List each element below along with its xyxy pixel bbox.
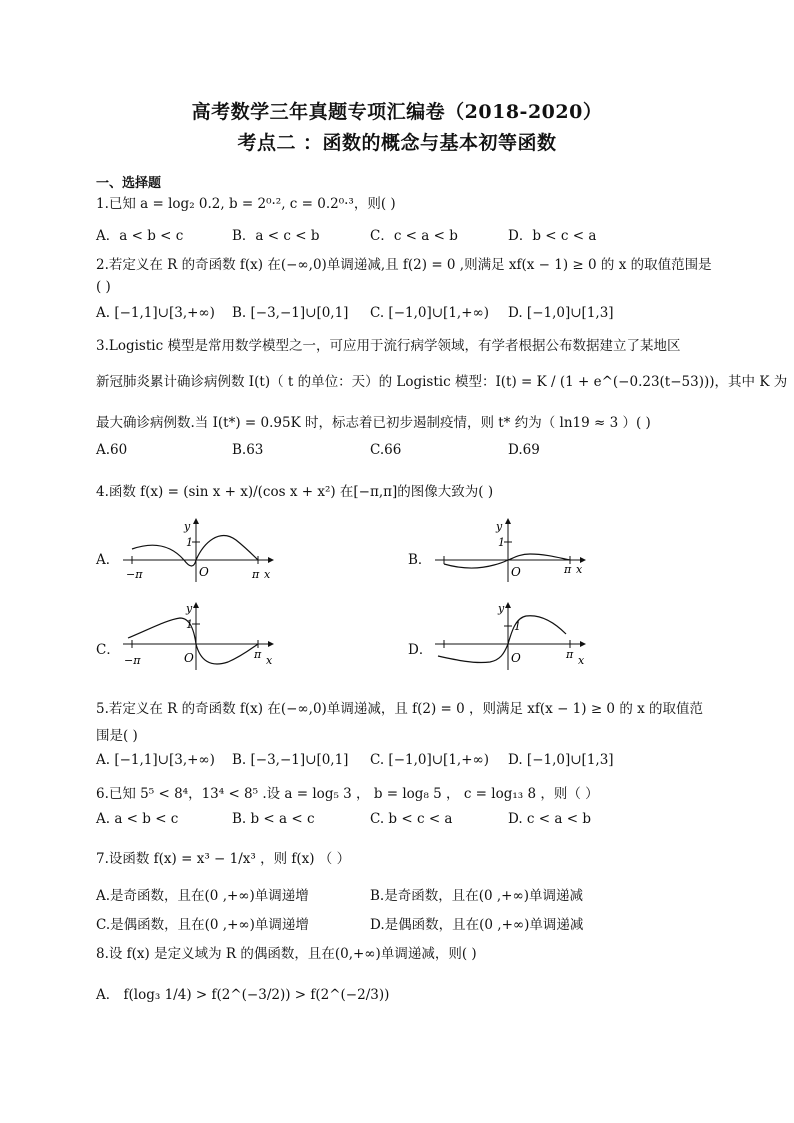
question-2-stem: 2.若定义在 R 的奇函数 f(x) 在(−∞,0)单调递减,且 f(2) = 0 ,则满足 xf(x − 1) ≥ 0 的 x 的取值范围是 xyxy=(96,257,712,273)
q3-option-a[interactable]: A.60 xyxy=(96,442,128,458)
q6-option-c[interactable]: C. b < c < a xyxy=(370,811,453,827)
question-2-stem-cont: ( ) xyxy=(96,279,111,295)
question-5-stem: 5.若定义在 R 的奇函数 f(x) 在(−∞,0)单调递减，且 f(2) = 0 ，则满足 xf(x − 1) ≥ 0 的 x 的取值范 xyxy=(96,701,704,717)
q4-graph-label-a[interactable]: A． xyxy=(96,552,120,568)
q7-option-c[interactable]: C.是偶函数，且在(0 ,+∞)单调递增 xyxy=(96,917,309,933)
graph-b-origin-label: O xyxy=(511,565,521,579)
graph-c-pi-label: π xyxy=(254,648,262,661)
question-3-stem-cont: 新冠肺炎累计确诊病例数 I(t)（ t 的单位：天）的 Logistic 模型：I(t) = K / (1 + e^(−0.23(t−53)))，其中 K 为 xyxy=(96,374,788,390)
graph-b-x-label: x xyxy=(576,563,583,576)
q2-option-a[interactable]: A. [−1,1]∪[3,+∞) xyxy=(96,305,215,321)
graph-c-negpi-label: −π xyxy=(124,654,141,667)
q6-option-a[interactable]: A. a < b < c xyxy=(96,811,179,827)
graph-b-one-label: 1 xyxy=(498,536,505,549)
graph-b-pi-label: π xyxy=(564,563,572,576)
question-6-stem: 6.已知 5⁵ < 8⁴，13⁴ < 8⁵ .设 a = log₅ 3 ， b = log₈ 5 ， c = log₁₃ 8 ，则（ ） xyxy=(96,786,599,802)
graph-a-negpi-label: −π xyxy=(126,568,143,581)
question-5-stem-cont: 围是( ) xyxy=(96,728,138,744)
q6-option-b[interactable]: B. b < a < c xyxy=(232,811,315,827)
q7-option-a[interactable]: A.是奇函数，且在(0 ,+∞)单调递增 xyxy=(96,888,309,904)
q4-graph-label-c[interactable]: C． xyxy=(96,642,120,658)
q4-graph-label-b[interactable]: B． xyxy=(408,552,432,568)
q3-option-d[interactable]: D.69 xyxy=(508,442,540,458)
q2-option-c[interactable]: C. [−1,0]∪[1,+∞) xyxy=(370,305,490,321)
question-3-stem: 3.Logistic 模型是常用数学模型之一，可应用于流行病学领域，有学者根据公布数据建立了某地区 xyxy=(96,338,681,354)
graph-b-y-label: y xyxy=(496,520,503,533)
graph-a-origin-label: O xyxy=(199,565,209,579)
q4-graph-d[interactable] xyxy=(430,600,590,672)
q4-graph-b[interactable] xyxy=(430,516,590,584)
q1-option-d[interactable]: D．b < c < a xyxy=(508,228,597,244)
q5-option-d[interactable]: D. [−1,0]∪[1,3] xyxy=(508,752,614,768)
q7-option-b[interactable]: B.是奇函数，且在(0 ,+∞)单调递减 xyxy=(370,888,583,904)
page-subtitle: 考点二 ：函数的概念与基本初等函数 xyxy=(237,132,557,154)
graph-d-one-label: 1 xyxy=(514,620,521,633)
section-heading: 一、选择题 xyxy=(96,176,162,191)
graph-c-x-label: x xyxy=(266,654,273,667)
q7-option-d[interactable]: D.是偶函数，且在(0 ,+∞)单调递减 xyxy=(370,917,584,933)
question-7-stem: 7.设函数 f(x) = x³ − 1/x³ ，则 f(x) （ ） xyxy=(96,851,351,867)
q5-option-c[interactable]: C. [−1,0]∪[1,+∞) xyxy=(370,752,490,768)
q2-option-d[interactable]: D. [−1,0]∪[1,3] xyxy=(508,305,614,321)
q8-option-a[interactable]: A． f(log₃ 1/4) > f(2^(−3/2)) > f(2^(−2/3)) xyxy=(96,987,390,1003)
graph-c-one-label: 1 xyxy=(186,618,193,631)
question-8-stem: 8.设 f(x) 是定义域为 R 的偶函数，且在(0,+∞)单调递减，则( ) xyxy=(96,946,477,962)
q5-option-a[interactable]: A. [−1,1]∪[3,+∞) xyxy=(96,752,215,768)
question-1-stem: 1.已知 a = log₂ 0.2, b = 2⁰·², c = 0.2⁰·³，则( ) xyxy=(96,196,396,212)
q6-option-d[interactable]: D. c < a < b xyxy=(508,811,591,827)
q4-graph-label-d[interactable]: D． xyxy=(408,642,433,658)
q1-option-c[interactable]: C．c < a < b xyxy=(370,228,458,244)
q4-graph-a[interactable] xyxy=(118,516,278,584)
graph-d-y-label: y xyxy=(498,602,505,615)
question-3-stem-cont2: 最大确诊病例数.当 I(t*) = 0.95K 时，标志着已初步遏制疫情，则 t* 约为（ ln19 ≈ 3 ）( ) xyxy=(96,415,651,431)
graph-a-x-label: x xyxy=(264,568,271,581)
graph-d-x-label: x xyxy=(578,654,585,667)
graph-a-y-label: y xyxy=(184,520,191,533)
graph-a-one-label: 1 xyxy=(186,536,193,549)
graph-c-y-label: y xyxy=(186,602,193,615)
q3-option-b[interactable]: B.63 xyxy=(232,442,264,458)
q1-option-b[interactable]: B．a < c < b xyxy=(232,228,320,244)
q3-option-c[interactable]: C.66 xyxy=(370,442,402,458)
page-title: 高考数学三年真题专项汇编卷（2018-2020） xyxy=(191,101,603,123)
graph-d-pi-label: π xyxy=(566,648,574,661)
question-4-stem: 4.函数 f(x) = (sin x + x)/(cos x + x²) 在[−π,π]的图像大致为( ) xyxy=(96,484,494,500)
q4-graph-c[interactable] xyxy=(118,600,278,672)
graph-a-pi-label: π xyxy=(252,568,260,581)
graph-c-origin-label: O xyxy=(184,651,194,665)
graph-d-origin-label: O xyxy=(511,651,521,665)
q1-option-a[interactable]: A．a < b < c xyxy=(96,228,184,244)
q5-option-b[interactable]: B. [−3,−1]∪[0,1] xyxy=(232,752,349,768)
q2-option-b[interactable]: B. [−3,−1]∪[0,1] xyxy=(232,305,349,321)
